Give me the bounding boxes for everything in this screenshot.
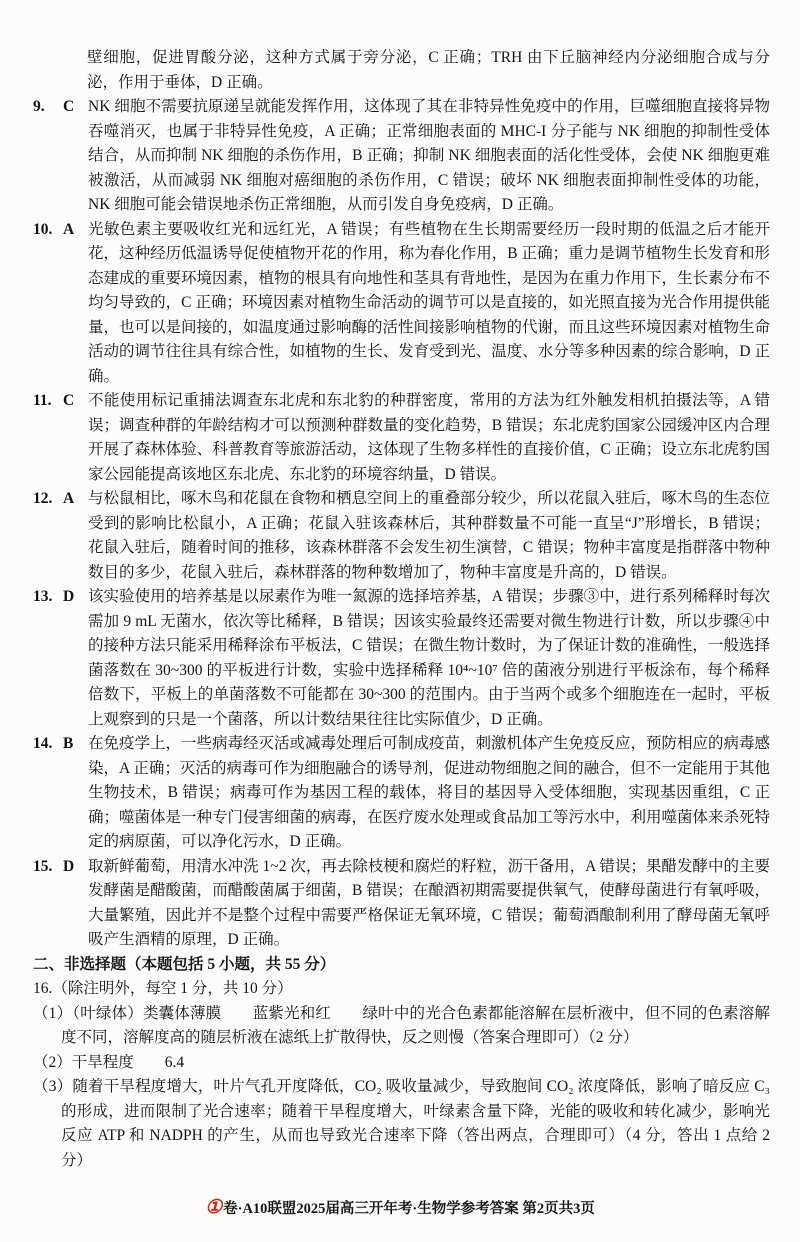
item-answer: C <box>63 392 75 409</box>
item-explanation: 光敏色素主要吸收红光和远红光，A 错误；有些植物在生长期需要经历一段时期的低温之后才能开花，这种经历低温诱导促使植物开花的作用，称为春化作用，B 正确；重力是调节植物生长发育和形态建成的重要环境因素，植物的根具有向地性和茎具有背地性，是因为在重力作用下，生长素分布不均匀导致的，C 正确；环境因素对植物生命活动的调节可以是直接的，如光照直接为光合作用提供能量，也可以是间接的，如温度通过影响酶的活性间接影响植物的代谢，而且这些环境因素对植物生命活动的调节往往具有综合性，如植物的生长、发育受到光、温度、水分等多种因素的综合影响，D 正确。 <box>88 220 771 385</box>
item-answer: D <box>63 588 75 605</box>
item-answer: A <box>63 490 75 507</box>
item-explanation: 该实验使用的培养基是以尿素作为唯一氮源的选择培养基，A 错误；步骤③中，进行系列稀释时每次需加 9 mL 无菌水，依次等比稀释，B 错误；因该实验最终还需要对微生物进行计数，所以步骤④中的接种方法只能采用稀释涂布平板法，C 错误；在微生物计数时，为了保证计数的准确性，一般选择菌落数在 30~300 的平板进行计数，实验中选择稀释 10⁴~10⁷ 倍的菌液分别进行平板涂布，每个稀释倍数下，平板上的单菌落数不可能都在 30~300 的范围内。由于当两个或多个细胞连在一起时，平板上观察到的只是一个菌落，所以计数结果往往比实际值少，D 正确。 <box>88 588 770 728</box>
answer-item-12 <box>33 487 770 585</box>
item-number: 9. <box>33 98 45 115</box>
item-explanation: 取新鲜葡萄，用清水冲洗 1~2 次，再去除枝梗和腐烂的籽粒，沥干备用，A 错误；果醋发酵中的主要发酵菌是醋酸菌，而醋酸菌属于细菌，B 错误；在酿酒初期需要提供氧气，使酵母菌进行有氧呼吸，大量繁殖，因此并不是整个过程中需要严格保证无氧环境，C 错误；葡萄酒酿制利用了酵母菌无氧呼吸产生酒精的原理，D 正确。 <box>88 857 770 948</box>
item-number: 11. <box>33 392 52 409</box>
answer-item-11 <box>33 389 770 487</box>
item-explanation: 不能使用标记重捕法调查东北虎和东北豹的种群密度，常用的方法为红外触发相机拍摄法等，A 错误；调查种群的年龄结构才可以预测种群数量的变化趋势，B 错误；东北虎豹国家公园缓冲区内合理开展了森林体验、科普教育等旅游活动，这体现了生物多样性的直接价值，C 正确；设立东北虎豹国家公园能提高该地区东北虎、东北豹的环境容纳量，D 错误。 <box>88 392 770 483</box>
answer-item-10 <box>33 218 770 390</box>
item-number: 13. <box>33 588 53 605</box>
footer-page-number: 第2页共3页 <box>522 1201 595 1217</box>
item-answer: D <box>63 857 75 875</box>
answer-item-9 <box>33 95 770 218</box>
answer-item-13 <box>33 585 770 732</box>
answer-item-15 <box>33 855 770 953</box>
question-16-header: 16.（除注明外，每空 1 分，共 10 分） <box>33 980 293 997</box>
item-number: 12. <box>33 490 53 507</box>
item-explanation: NK 细胞不需要抗原递呈就能发挥作用，这体现了其在非特异性免疫中的作用，巨噬细胞直接将异物吞噬消灭，也属于非特异性免疫，A 正确；正常细胞表面的 MHC-I 分子能与 NK 细胞的抑制性受体结合，从而抑制 NK 细胞的杀伤作用，B 正确；抑制 NK 细胞表面的活化性受体，会使 NK 细胞更难被激活，从而减弱 NK 细胞对癌细胞的杀伤作用，C 错误；破坏 NK 细胞表面抑制性受体的功能，NK 细胞可能会错误地杀伤正常细胞，从而引发自身免疫病，D 正确。 <box>88 98 770 213</box>
question-16-part-3: （3）随着干旱程度增大，叶片气孔开度降低，CO₂ 吸收量减少，导致胞间 CO₂ 浓度降低，影响了暗反应 C₃ 的形成，进而限制了光合速率；随着干旱程度增大，叶绿素含量下降，光能的吸收和转化减少，影响光反应 ATP 和 NADPH 的产生，从而也导致光合速率下降（答出两点，合理即可）（4 分，答出 1 点给 2 分） <box>33 1078 770 1169</box>
item-answer: C <box>63 98 75 115</box>
page-footer <box>0 1199 800 1218</box>
item-answer: A <box>63 220 75 238</box>
item-number: 15. <box>33 857 53 875</box>
item-explanation: 在免疫学上，一些病毒经灭活或减毒处理后可制成疫苗，刺激机体产生免疫反应，预防相应的病毒感染，A 正确；灭活的病毒可作为细胞融合的诱导剂，促进动物细胞之间的融合，但不一定能用于其他生物技术，B 错误；病毒可作为基因工程的载体，将目的基因导入受体细胞，实现基因重组，C 正确；噬菌体是一种专门侵害细菌的病毒，在医疗废水处理或食品加工等污水中，利用噬菌体来杀死特定的病原菌，可以净化污水，D 正确。 <box>88 735 771 850</box>
question-16-part-1: （1）（叶绿体）类囊体薄膜 蓝紫光和红 绿叶中的光合色素都能溶解在层析液中，但不同的色素溶解度不同，溶解度高的随层析液在滤纸上扩散得快，反之则慢（答案合理即可）（2 分） <box>33 1004 770 1046</box>
footer-brand-text: 卷·A10联盟2025届高三开年考·生物学参考答案 <box>223 1201 519 1217</box>
section-title-non-choice: 二、非选择题（本题包括 5 小题，共 55 分） <box>33 955 336 973</box>
answer-item-14 <box>33 732 770 855</box>
item-explanation: 与松鼠相比，啄木鸟和花鼠在食物和栖息空间上的重叠部分较少，所以花鼠入驻后，啄木鸟的生态位受到的影响比松鼠小，A 正确；花鼠入驻该森林后，其种群数量不可能一直呈“J”形增长，B 错误；花鼠入驻后，随着时间的推移，该森林群落不会发生初生演替，C 错误；物种丰富度是指群落中物种数目的多少，花鼠入驻后，森林群落的物种数增加了，物种丰富度是升高的，D 错误。 <box>88 490 771 581</box>
question-16-part-2: （2）干旱程度 6.4 <box>33 1053 185 1071</box>
item-answer: B <box>63 735 74 752</box>
brand-logo-icon: ① <box>205 1197 223 1218</box>
continuation-paragraph: 壁细胞，促进胃酸分泌，这种方式属于旁分泌，C 正确；TRH 由下丘脑神经内分泌细胞合成与分泌，作用于垂体，D 正确。 <box>87 49 770 91</box>
item-number: 10. <box>33 220 53 238</box>
item-number: 14. <box>33 735 53 752</box>
